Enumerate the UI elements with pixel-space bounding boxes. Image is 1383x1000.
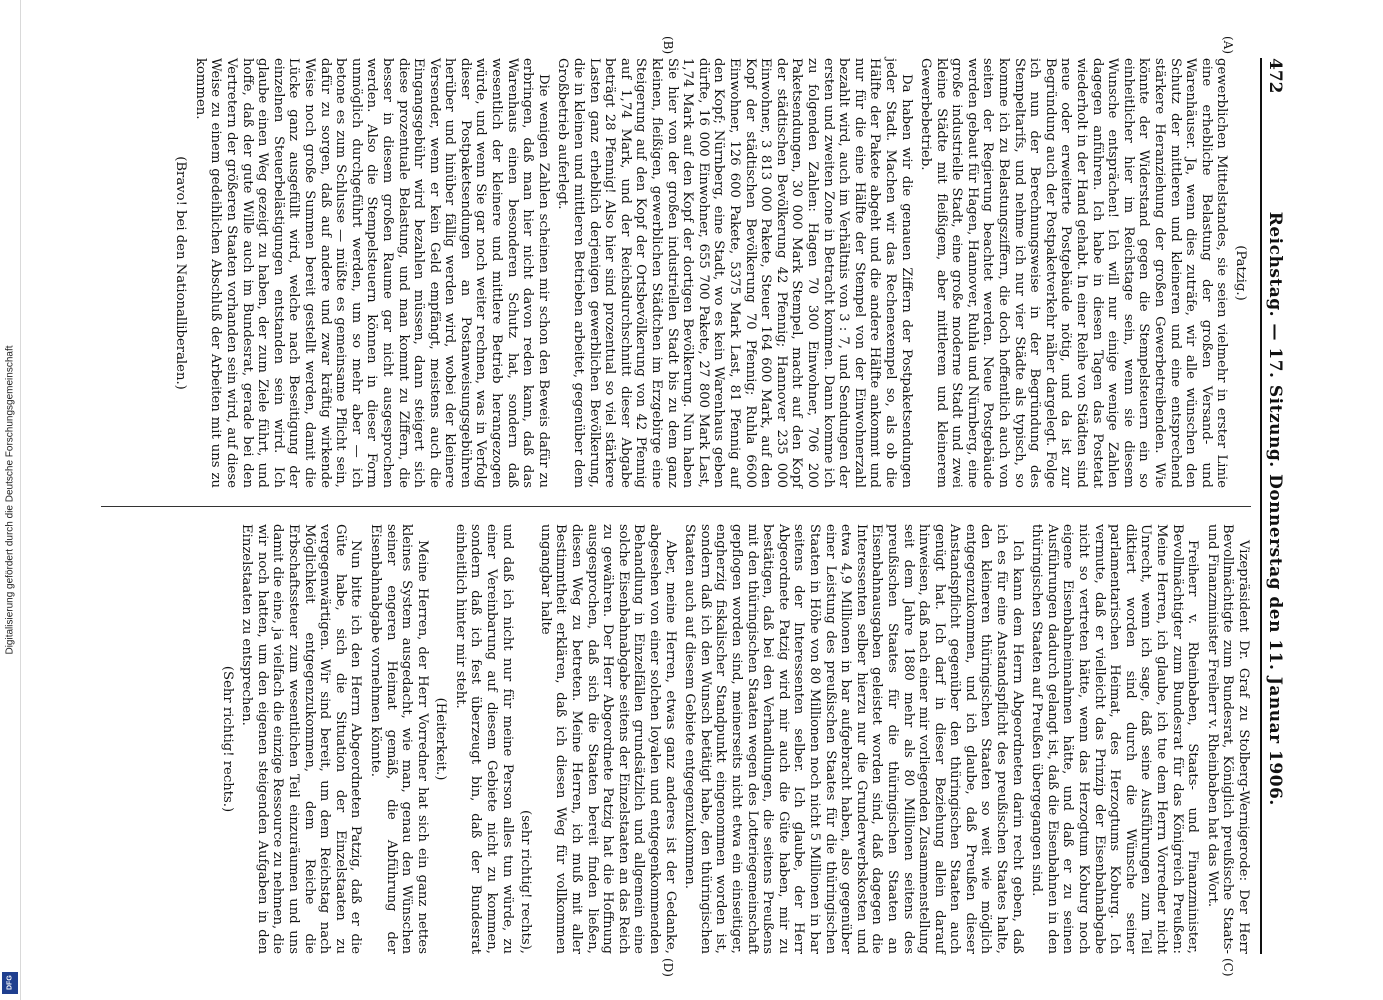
paragraph: gewerblichen Mittelstandes, sie seien vielmehr in erster Linie eine erhebliche Belastung der großen Versand- und Warenhäuser. Ja, wenn dies zuträfe, wir alle wünschen den Schutz der mittleren und kleineren und eine entsprechend stärkere Heranziehung der großen Gewerbetreibenden. Wie könnte der Widerstand gegen die Stempelsteuern ein so einheitlicher hier im Reichstage sein, wenn sie diesem Wunsche entsprächen! Ich will nur einige wenige Zahlen dagegen anführen. Ich habe in diesen Tagen das Postetat wiederholt in der Hand gehabt. In einer Reihe von Städten sind neue oder erweiterte Postgebäude nötig, und da ist zur Begründung auch der Postpaketverkehr näher dargelegt. Folge ich nun der Berechnungsweise in der Begründung des Stempeltarifs, und nehme ich nur vier Städte als typisch, so komme ich zu Belastungsziffern, die doch hoffentlich auch von seiten der Regierung beachtet werden. Neue Postgebäude werden gebaut für Hagen, Hannover, Ruhla und Nürnberg, eine große industrielle Stadt, eine große moderne Stadt und zwei kleine Städte mit fleißigem, aber mittlerem und kleinerem Gewerbebetrieb.	[918, 58, 1230, 488]
margin-marker-c: (C)	[1221, 958, 1235, 977]
interjection: (Sehr richtig! rechts.)	[219, 665, 235, 813]
page-running-title: Reichstag. — 17. Sitzung. Donnerstag den 11. Januar 1906.	[1265, 211, 1285, 806]
paragraph: Ich kann dem Herrn Abgeordneten darin recht geben, daß ich es für eine Anstandspflicht des preußischen Staates halte, den kleineren thüringischen Staaten so weit wie möglich entgegenzukommen, und ich glaube, daß Preußen dieser Anstandspflicht gegenüber den thüringischen Staaten auch genügt hat. Ich darf in dieser Beziehung allein darauf hinweisen, daß nach einer mir vorliegenden Zusammenstellung seit dem Jahre 1880 mehr als 80 Millionen seitens des preußischen Staates für die thüringischen Staaten an Eisenbahnausgaben geleistet worden sind, daß dagegen die Interessenten selber hierzu nur die Grunderwerbskosten und etwa 4,9 Millionen in bar aufgebracht haben, also gegenüber einer Leistung des preußischen Staates für die thüringischen Staaten in Höhe von 80 Millionen noch nicht 5 Millionen in bar seitens der Interessenten selber. Ich glaube, der Herr Abgeordnete Patzig wird mir auch die Güte haben, mir zu bestätigen, daß bei den Verhandlungen, die seitens Preußens mit den thüringischen Staaten wegen des Lotteriegemeinschaft gepflogen worden sind, meinerseits nicht etwa ein einseitiger, engherzig fiskalischer Standpunkt eingenommen worden ist, sondern daß ich den Wunsch betätigt habe, den thüringischen Staaten auch auf diesem Gebiete entgegenzukommen.	[682, 524, 1025, 954]
column-divider	[101, 506, 1251, 507]
page-number: 472	[1265, 58, 1285, 94]
margin-marker-b: (B)	[661, 36, 675, 55]
scanned-page-wrapper	[95, 36, 1295, 977]
paragraph: Freiherr v. Rheinbaben, Staats- und Finanzminister, Bevollmächtigter zum Bundesrat für das Königreich Preußen: Meine Herren, ich glaube, ich tue dem Herrn Vorredner nicht Unrecht, wenn ich sage, daß seine Ausführungen zum Teil diktiert worden sind durch die Wünsche seiner parlamentarischen Heimat, des Herzogtums Koburg. Ich vermute, daß er vielleicht das Prinzip der Eisenbahnabgabe nicht so vertreten hätte, wenn das Herzogtum Koburg noch eigene Eisenbahneinnahmen hätte, und daß er zu seinen Ausführungen dadurch gelangt ist, daß die Eisenbahnen in den thüringischen Staaten auf Preußen übergegangen sind.	[1029, 524, 1201, 954]
left-column	[101, 58, 1251, 488]
interjection: (sehr richtig! rechts),	[518, 810, 534, 954]
paragraph: Nun bitte ich den Herrn Abgeordneten Patzig, daß er die Güte habe, sich die Situation der Einzelstaaten zu vergegenwärtigen. Wir sind bereit, um dem Reichstag nach Möglichkeit entgegenzukommen, dem Reiche die Erbschaftssteuer zum wesentlichen Teil einzuräumen und uns damit die eine, ja vielfach die einzige Ressource zu nehmen, die wir noch hatten, um den eigenen steigenden Aufgaben in den Einzelstaaten zu entsprechen.	[239, 524, 364, 954]
dfg-sidebar	[0, 0, 21, 1000]
margin-marker-a: (A)	[1221, 36, 1235, 55]
paragraph: Da haben wir die genauen Ziffern der Postpaketsendungen jeder Stadt. Machen wir das Rechenexempel so, als ob die Hälfte der Pakete abgeht und die andere Hälfte ankommt und nur für die eine Hälfte der Stempel von der Einwohnerzahl bezahlt wird, auch im Verhältnis von 3 : 7, und Sendungen der ersten und zweiten Zone in Betracht kommen. Dann komme ich zu folgenden Zahlen: Hagen 70 300 Einwohner, 706 200 Paketsendungen, 30 000 Mark Stempel, macht auf den Kopf der städtischen Bevölkerung 42 Pfennig; Hannover 235 000 Einwohner, 3 813 000 Pakete, Steuer 164 600 Mark, auf den Kopf der städtischen Bevölkerung 70 Pfennig; Ruhla 6600 Einwohner, 126 600 Pakete, 5375 Mark Last, 81 Pfennig auf den Kopf; Nürnberg, eine Stadt, wo es kein Warenhaus geben dürfte, 16 000 Einwohner, 655 700 Pakete, 27 800 Mark Last, 1,74 Mark auf den Kopf der dortigen Bevölkerung. Nun haben Sie hier von der großen industriellen Stadt bis zu dem ganz kleinen, fleißigen, gewerblichen Städtchen im Erzgebirge eine Steigerung auf den Kopf der Ortsbevölkerung von 42 Pfennig auf 1,74 Mark, und der Reichsdurchschnitt dieser Abgabe beträgt 28 Pfennig! Also hier sind prozentual so viel stärkere Lasten ganz erheblich derjenigen gewerblichen Bevölkerung, die in kleinen und mittleren Betrieben arbeitet, gegenüber dem Großbetrieb auferlegt.	[555, 58, 914, 488]
applause-note: (Bravo! bei den Nationalliberalen.)	[173, 156, 189, 390]
paragraph: Vizepräsident Dr. Graf zu Stolberg-Wernigerode: Der Herr Bevollmächtigte zum Bundesrat, Königlich preußische Staats- und Finanzminister Freiherr v. Rheinbaben hat das Wort.	[1204, 524, 1251, 954]
speaker-tag: (Patzig.)	[1233, 245, 1248, 301]
right-column	[101, 524, 1251, 954]
paragraph: Die wenigen Zahlen scheinen mir schon den Beweis dafür zu erbringen, daß man hier nicht davon reden kann, daß das Warenhaus einen besonderen Schutz hat, sondern daß wesentlich der kleinere und mittlere Betrieb herangezogen würde, und wenn Sie gar noch weiter rechnen, was in Verfolg dieser Postpaketsendungen an Postanweisungsgebühren herüber und hinüber fällig werden wird, wobei der kleinere Versender, wenn er kein Geld empfängt, meistens auch die Eingangsgebühr wird bezahlen müssen, dann steigert sich diese prozentuale Belastung, und man kommt zu Ziffern, die besser in diesem großen Raume gar nicht ausgesprochen werden. Also die Stempelsteuern können in dieser Form unmöglich durchgeführt werden, um so mehr aber — ich betone es zum Schlusse — müßte es gemeinsame Pflicht sein, dafür zu sorgen, daß auf andere und zwar kräftig wirkende Weise noch große Summen bereit gestellt werden, damit die Lücke ganz ausgefüllt wird, welche nach Beseitigung der einzelnen Steuerbelästigungen entstanden sein wird. Ich glaube einen Weg gezeigt zu haben, der zum Ziele führt, und hoffe, daß der gute Wille auch im Bundesrat, gerade bei den Vertretern der größeren Staaten vorhanden sein wird, auf diese Weise zu einem gedeihlichen Abschluß der Arbeiten mit uns zu kommen.	[192, 58, 551, 488]
scanned-page	[95, 36, 1295, 977]
digitization-note: Digitalisierung gefördert durch die Deutsche Forschungsgemeinschaft	[4, 345, 16, 655]
dfg-logo: DFG	[2, 972, 18, 994]
paragraph: Aber, meine Herren, etwas ganz anderes ist der Gedanke, abgesehen von einer solchen loyalen und entgegenkommenden Behandlung in Einzelfällen grundsätzlich und allgemein eine solche Eisenbahnabgabe seitens der Einzelstaaten an das Reich zu gewähren. Der Herr Abgeordnete Patzig hat die Hoffnung ausgesprochen, daß sich die Staaten bereit finden ließen, diesen Weg zu betreten. Meine Herren, ich muß mit aller Bestimmtheit erklären, daß ich diesen Weg für vollkommen ungangbar halte	[537, 524, 678, 954]
page-header	[1260, 58, 1295, 954]
interjection: (Heiterkeit.)	[433, 697, 449, 781]
paragraph: Meine Herren, der Herr Vorredner hat sich ein ganz nettes kleines System ausgedacht, wie man, genau den Wünschen seiner engeren Heimat gemäß, die Abführung der Eisenbahnabgabe vornehmen könnte.	[367, 524, 430, 954]
paragraph: und daß ich nicht nur für meine Person alles tun würde, zu einer Vereinbarung auf diesem Gebiete nicht zu kommen, sondern daß ich fest überzeugt bin, daß der Bundesrat einheitlich hinter mir steht.	[452, 524, 515, 954]
margin-marker-d: (D)	[661, 958, 675, 977]
